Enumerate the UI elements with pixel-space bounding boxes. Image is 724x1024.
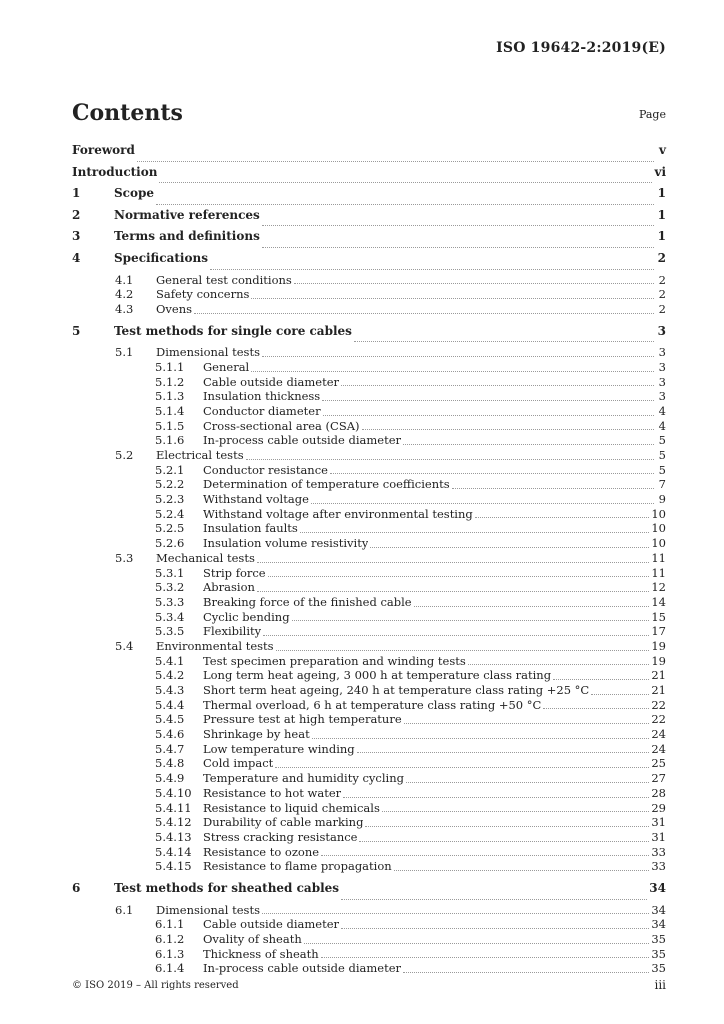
dot-leader [251, 298, 654, 299]
toc-entry-title: Mechanical tests [156, 550, 255, 565]
toc-entry-number: 4.1 [115, 272, 134, 287]
dot-leader [251, 371, 654, 372]
toc-entry-title: Resistance to hot water [203, 785, 342, 800]
toc-entry[interactable] [72, 881, 666, 903]
toc-entry[interactable] [72, 477, 666, 492]
dot-leader [276, 650, 650, 651]
toc-entry[interactable] [72, 947, 666, 962]
toc-entry-title: Foreword [72, 143, 135, 157]
toc-entry-number: 6 [72, 880, 81, 895]
dot-leader [321, 855, 649, 856]
dot-leader [292, 620, 650, 621]
dot-leader [311, 503, 654, 504]
toc-entry-title: Withstand voltage [203, 492, 309, 507]
dot-leader [343, 797, 649, 798]
toc-entry-title: Insulation faults [203, 521, 298, 536]
toc-entry-number: 5.1 [115, 345, 134, 360]
toc-entry-page: 31 [651, 815, 666, 830]
toc-entry-page: 33 [651, 859, 666, 874]
toc-entry[interactable] [72, 859, 666, 874]
dot-leader [321, 957, 650, 958]
toc-entry-number: 5.4.7 [155, 741, 185, 756]
toc-entry-page: 3 [658, 345, 666, 360]
toc-entry-title: Stress cracking resistance [203, 829, 358, 844]
dot-leader [543, 708, 649, 709]
dot-leader [341, 899, 647, 900]
dot-leader [304, 943, 650, 944]
toc-entry[interactable] [72, 389, 666, 404]
toc-entry-page: 3 [658, 374, 666, 389]
toc-entry-number: 2 [72, 207, 81, 222]
toc-entry-title: Durability of cable marking [203, 815, 364, 830]
toc-entry-number: 5.3 [115, 550, 134, 565]
toc-entry-title: General [203, 359, 250, 374]
toc-entry-page: 34 [649, 880, 666, 895]
dot-leader [322, 400, 654, 401]
toc-entry-page: 21 [651, 668, 666, 683]
dot-leader [262, 913, 649, 914]
toc-entry-page: vi [654, 164, 666, 179]
toc-entry-title: Insulation thickness [203, 389, 321, 404]
toc-entry-page: 24 [651, 741, 666, 756]
toc-entry-title: Ovality of sheath [203, 931, 302, 946]
toc-entry[interactable] [72, 448, 666, 463]
toc-entry-number: 5.2.4 [155, 506, 185, 521]
toc-entry[interactable] [72, 492, 666, 507]
dot-leader [275, 767, 649, 768]
toc-entry-title: Abrasion [203, 580, 255, 595]
toc-entry-page: 11 [651, 565, 666, 580]
toc-entry-number: 5.4.15 [155, 859, 192, 874]
toc-entry[interactable] [72, 419, 666, 434]
toc-entry[interactable] [72, 433, 666, 448]
toc-entry-title: Temperature and humidity cycling [203, 771, 404, 786]
toc-entry-title: In-process cable outside diameter [203, 433, 402, 448]
toc-entry-page: 3 [657, 323, 666, 338]
toc-entry-number: 5.4.10 [155, 785, 192, 800]
toc-entry[interactable] [72, 302, 666, 317]
toc-entry-number: 5.4.4 [155, 697, 185, 712]
toc-entry-page: 9 [658, 492, 666, 507]
toc-entry-title: Short term heat ageing, 240 h at temperature class rating +25 °C [203, 683, 590, 698]
toc-entry-title: Terms and definitions [114, 229, 260, 244]
toc-entry-title: Dimensional tests [156, 902, 260, 917]
dot-leader [268, 576, 650, 577]
toc-entry-title: Low temperature winding [203, 741, 355, 756]
toc-entry-page: v [659, 143, 666, 157]
toc-entry[interactable] [72, 463, 666, 478]
toc-entry[interactable] [72, 903, 666, 918]
toc-entry-number: 5.3.3 [155, 594, 185, 609]
page-column-label: Page [638, 108, 666, 121]
toc-entry-title: Breaking force of the finished cable [203, 594, 412, 609]
toc-entry-number: 5.4 [115, 638, 134, 653]
toc-entry-number: 5.4.2 [155, 668, 185, 683]
toc-entry-number: 5.4.11 [155, 800, 192, 815]
page-title: Contents [72, 100, 183, 126]
dot-leader [406, 782, 649, 783]
toc-entry[interactable] [72, 756, 666, 771]
toc-entry-number: 5.4.13 [155, 829, 192, 844]
toc-entry-title: General test conditions [156, 272, 292, 287]
toc-entry-title: Flexibility [203, 624, 262, 639]
toc-entry[interactable] [72, 610, 666, 625]
toc-entry-title: Environmental tests [156, 638, 274, 653]
toc-entry-title: Cross-sectional area (CSA) [203, 418, 360, 433]
toc-entry[interactable] [72, 932, 666, 947]
toc-entry[interactable] [72, 668, 666, 683]
dot-leader [382, 811, 649, 812]
toc-entry-page: 33 [651, 844, 666, 859]
toc-entry-page: 10 [651, 506, 666, 521]
toc-entry-page: 12 [651, 580, 666, 595]
toc-entry-title: Normative references [114, 207, 260, 222]
dot-leader [357, 752, 650, 753]
toc-entry-number: 5.3.2 [155, 580, 185, 595]
toc-entry-number: 5.2.6 [155, 536, 185, 551]
toc-entry-number: 5.2.5 [155, 521, 185, 536]
toc-entry-page: 2 [657, 250, 666, 265]
toc-entry-page: 10 [651, 536, 666, 551]
toc-entry[interactable] [72, 507, 666, 522]
toc-entry-number: 5.4.3 [155, 683, 185, 698]
toc-entry-title: Test methods for sheathed cables [114, 880, 340, 895]
dot-leader [365, 826, 649, 827]
toc-entry-number: 5.1.1 [155, 359, 185, 374]
toc-entry-title: Conductor diameter [203, 403, 321, 418]
toc-entry[interactable] [72, 917, 666, 932]
toc-entry[interactable] [72, 536, 666, 551]
toc-entry-number: 5.2.1 [155, 462, 185, 477]
dot-leader [246, 459, 654, 460]
dot-leader [452, 488, 654, 489]
toc-entry-title: Strip force [203, 565, 266, 580]
toc-entry[interactable] [72, 208, 666, 230]
toc-entry-page: 35 [651, 931, 666, 946]
toc-entry-number: 5.1.6 [155, 433, 185, 448]
toc-entry-page: 4 [658, 418, 666, 433]
toc-entry-title: Scope [114, 186, 155, 201]
toc-entry-title: Resistance to flame propagation [203, 859, 392, 874]
dot-leader [330, 473, 654, 474]
document-id: ISO 19642-2:2019(E) [496, 40, 666, 56]
toc-entry-title: Electrical tests [156, 448, 244, 463]
toc-entry[interactable] [72, 273, 666, 288]
toc-entry-page: 34 [651, 917, 666, 932]
toc-entry-title: Cable outside diameter [203, 374, 340, 389]
toc-entry-page: 1 [657, 207, 666, 222]
toc-entry[interactable] [72, 287, 666, 302]
toc-entry-number: 5 [72, 323, 81, 338]
dot-leader [354, 341, 654, 342]
dot-leader [403, 444, 654, 445]
toc-entry-page: 35 [651, 946, 666, 961]
dot-leader [475, 517, 650, 518]
toc-entry-page: 3 [658, 359, 666, 374]
toc-entry-title: Introduction [72, 164, 158, 179]
toc-entry-title: Thermal overload, 6 h at temperature class rating +50 °C [203, 697, 542, 712]
toc-entry[interactable] [72, 404, 666, 419]
toc-entry-page: 22 [651, 697, 666, 712]
toc-entry-page: 25 [651, 756, 666, 771]
toc-entry-number: 5.4.14 [155, 844, 192, 859]
toc-entry[interactable] [72, 786, 666, 801]
dot-leader [294, 283, 654, 284]
toc-entry-title: Test specimen preparation and winding tests [203, 653, 466, 668]
dot-leader [262, 247, 654, 248]
toc-entry-page: 5 [658, 462, 666, 477]
toc-entry-number: 5.1.4 [155, 403, 185, 418]
toc-entry-number: 5.4.1 [155, 653, 185, 668]
toc-entry-page: 7 [658, 477, 666, 492]
toc-entry[interactable] [72, 742, 666, 757]
toc-entry-number: 1 [72, 186, 81, 201]
copyright-notice: © ISO 2019 – All rights reserved [72, 980, 239, 991]
toc-entry-title: Cold impact [203, 756, 274, 771]
toc-entry-number: 6.1.2 [155, 931, 185, 946]
toc-entry[interactable] [72, 324, 666, 346]
toc-entry[interactable] [72, 229, 666, 251]
toc-entry-page: 3 [658, 389, 666, 404]
table-of-contents [72, 143, 666, 976]
dot-leader [591, 694, 649, 695]
toc-entry-page: 2 [658, 272, 666, 287]
toc-entry-page: 5 [658, 433, 666, 448]
toc-entry-title: Dimensional tests [156, 345, 260, 360]
dot-leader [262, 225, 654, 226]
toc-entry-page: 14 [651, 594, 666, 609]
toc-entry-page: 15 [651, 609, 666, 624]
toc-entry-title: Specifications [114, 250, 208, 265]
toc-entry-page: 2 [658, 301, 666, 316]
toc-entry[interactable] [72, 165, 666, 187]
toc-entry-page: 10 [651, 521, 666, 536]
dot-leader [553, 679, 649, 680]
toc-entry-title: Resistance to liquid chemicals [203, 800, 380, 815]
toc-entry[interactable] [72, 551, 666, 566]
toc-entry-number: 5.3.1 [155, 565, 185, 580]
dot-leader [370, 547, 649, 548]
dot-leader [257, 591, 649, 592]
toc-entry-title: Cyclic bending [203, 609, 290, 624]
toc-entry-number: 5.4.5 [155, 712, 185, 727]
toc-entry-title: Resistance to ozone [203, 844, 320, 859]
dot-leader [156, 204, 654, 205]
toc-entry[interactable] [72, 815, 666, 830]
dot-leader [210, 269, 654, 270]
dot-leader [300, 532, 650, 533]
toc-entry-title: Pressure test at high temperature [203, 712, 402, 727]
dot-leader [362, 429, 654, 430]
dot-leader [137, 161, 654, 162]
toc-entry-page: 19 [651, 653, 666, 668]
toc-entry-number: 6.1 [115, 902, 134, 917]
toc-entry-page: 2 [658, 287, 666, 302]
toc-entry[interactable] [72, 801, 666, 816]
toc-entry-title: Test methods for single core cables [114, 323, 352, 338]
toc-entry[interactable] [72, 639, 666, 654]
dot-leader [468, 664, 650, 665]
toc-entry-number: 6.1.4 [155, 961, 185, 976]
dot-leader [194, 313, 654, 314]
dot-leader [159, 182, 652, 183]
toc-entry-title: Thickness of sheath [203, 946, 319, 961]
toc-entry-page: 28 [651, 785, 666, 800]
toc-entry[interactable] [72, 595, 666, 610]
toc-entry-title: Cable outside diameter [203, 917, 340, 932]
toc-entry[interactable] [72, 830, 666, 845]
toc-entry[interactable] [72, 771, 666, 786]
toc-entry-title: In-process cable outside diameter [203, 961, 402, 976]
toc-entry[interactable] [72, 143, 666, 165]
dot-leader [359, 841, 649, 842]
toc-entry-number: 5.3.4 [155, 609, 185, 624]
toc-entry-page: 35 [651, 961, 666, 976]
toc-entry-page: 34 [651, 902, 666, 917]
toc-entry-number: 5.4.8 [155, 756, 185, 771]
dot-leader [341, 928, 649, 929]
toc-entry[interactable] [72, 251, 666, 273]
toc-entry-title: Ovens [156, 301, 193, 316]
toc-entry-number: 5.2.3 [155, 492, 185, 507]
toc-entry[interactable] [72, 345, 666, 360]
toc-entry-number: 5.4.9 [155, 771, 185, 786]
dot-leader [414, 606, 650, 607]
toc-entry[interactable] [72, 375, 666, 390]
toc-entry-page: 24 [651, 727, 666, 742]
toc-entry-number: 5.3.5 [155, 624, 185, 639]
dot-leader [404, 723, 650, 724]
toc-entry-title: Conductor resistance [203, 462, 328, 477]
toc-entry-page: 11 [651, 550, 666, 565]
toc-entry-number: 5.2.2 [155, 477, 185, 492]
toc-entry[interactable] [72, 683, 666, 698]
dot-leader [394, 870, 650, 871]
dot-leader [341, 385, 654, 386]
toc-entry[interactable] [72, 521, 666, 536]
toc-entry-number: 4.3 [115, 301, 134, 316]
dot-leader [262, 356, 654, 357]
toc-entry-page: 19 [651, 638, 666, 653]
toc-entry[interactable] [72, 566, 666, 581]
toc-entry-page: 1 [657, 229, 666, 244]
toc-entry-number: 6.1.1 [155, 917, 185, 932]
toc-entry-page: 4 [658, 403, 666, 418]
toc-entry-page: 27 [651, 771, 666, 786]
toc-entry-title: Determination of temperature coefficients [203, 477, 450, 492]
dot-leader [312, 738, 650, 739]
toc-entry[interactable] [72, 360, 666, 375]
toc-entry[interactable] [72, 961, 666, 976]
toc-entry-title: Safety concerns [156, 287, 250, 302]
toc-entry[interactable] [72, 727, 666, 742]
toc-entry-number: 5.2 [115, 448, 134, 463]
dot-leader [403, 972, 649, 973]
toc-entry-title: Long term heat ageing, 3 000 h at temperature class rating [203, 668, 552, 683]
toc-entry-number: 4.2 [115, 287, 134, 302]
toc-entry-page: 21 [651, 683, 666, 698]
toc-entry-page: 22 [651, 712, 666, 727]
toc-entry-number: 5.4.12 [155, 815, 192, 830]
dot-leader [323, 415, 654, 416]
toc-entry-number: 5.1.5 [155, 418, 185, 433]
toc-entry[interactable] [72, 580, 666, 595]
toc-entry-number: 4 [72, 250, 81, 265]
toc-entry[interactable] [72, 654, 666, 669]
toc-entry-page: 17 [651, 624, 666, 639]
toc-entry-page: 29 [651, 800, 666, 815]
toc-entry[interactable] [72, 624, 666, 639]
toc-entry-number: 6.1.3 [155, 946, 185, 961]
toc-entry-page: 31 [651, 829, 666, 844]
toc-entry-number: 3 [72, 229, 81, 244]
toc-entry-page: 5 [658, 448, 666, 463]
toc-entry[interactable] [72, 698, 666, 713]
toc-entry-number: 5.4.6 [155, 727, 185, 742]
toc-entry-page: 1 [657, 186, 666, 201]
dot-leader [263, 635, 649, 636]
toc-entry-title: Withstand voltage after environmental testing [203, 506, 473, 521]
toc-entry-title: Insulation volume resistivity [203, 536, 369, 551]
toc-entry-number: 5.1.2 [155, 374, 185, 389]
toc-entry[interactable] [72, 712, 666, 727]
toc-entry[interactable] [72, 186, 666, 208]
page-number: iii [654, 978, 666, 992]
toc-entry[interactable] [72, 845, 666, 860]
dot-leader [257, 562, 650, 563]
toc-entry-title: Shrinkage by heat [203, 727, 310, 742]
toc-entry-number: 5.1.3 [155, 389, 185, 404]
